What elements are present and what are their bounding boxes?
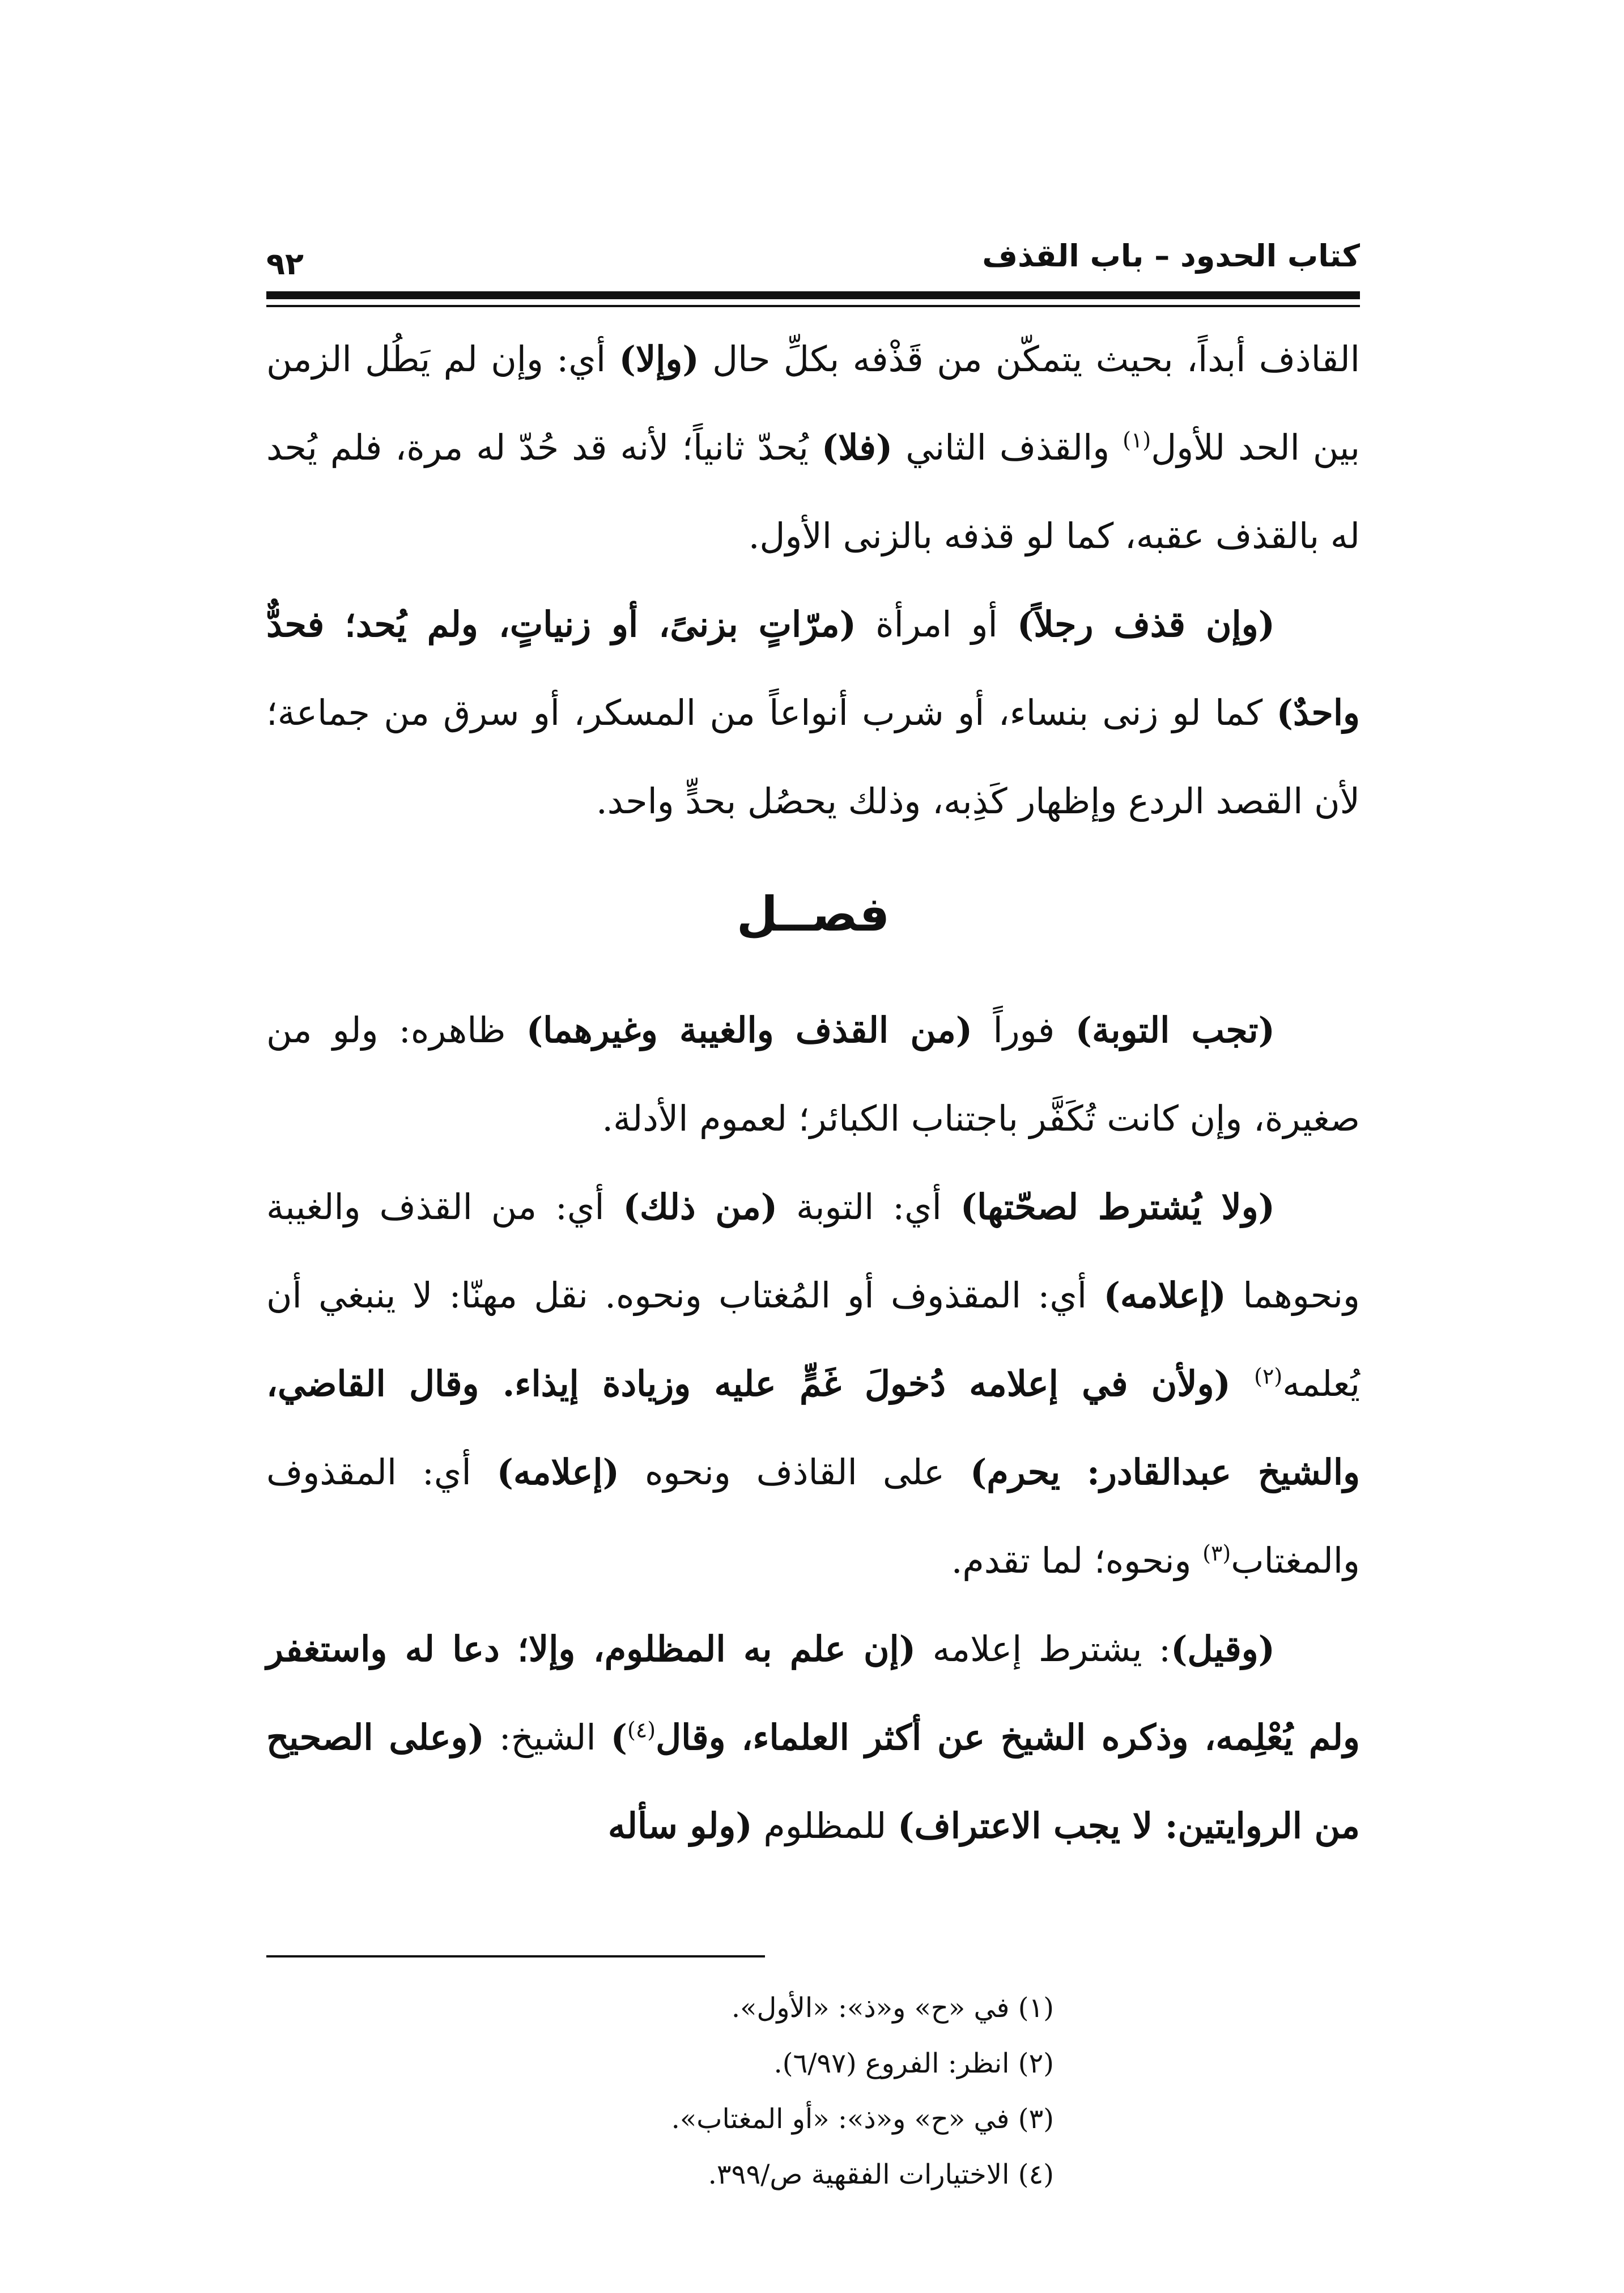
section-heading: فصــل (736, 886, 890, 942)
running-title: كتاب الحدود – باب القذف (982, 238, 1360, 274)
paragraph-3: (تجب التوبة) فوراً (من القذف والغيبة وغيرهما) ظاهره: ولو من صغيرة، وإن كانت تُكَفَّر باجتناب الكبائر؛ لعموم الأدلة. (266, 1009, 1360, 1139)
footnote-separator (266, 1955, 765, 1957)
footnote-4: (٤) الاختيارات الفقهية ص/٣٩٩. (708, 2159, 1054, 2190)
page-number: ٩٢ (266, 246, 304, 282)
footnote-ref-3[interactable]: (٣) (1202, 1540, 1231, 1566)
paragraph-4: (ولا يُشترط لصحّتها) أي: التوبة (من ذلك) أي: من القذف والغيبة ونحوهما (إعلامه) أي: المقذوف أو المُغتاب ونحوه. نقل مهنّا: لا ينبغي أن يُعلمه$^{(٢)}$ (ولأن في إعلامه دُخولَ غَمٍّ عليه وزيادة إيذاء. وقال القاضي، والشيخ عبدالقادر: يحرم) على القاذف ونحوه (إعلامه) أي: المقذوف والمغتاب$^{(٣)}$ ونحوه؛ لما تقدم. (266, 1186, 1361, 1581)
footnote-ref-4[interactable]: (٤) (627, 1717, 656, 1743)
header-rule-thick (266, 291, 1360, 299)
footnote-ref-1[interactable]: (١) (1123, 427, 1151, 453)
footnote-ref-2[interactable]: (٢) (1254, 1364, 1283, 1389)
page-header (266, 227, 1360, 283)
footnotes (499, 1980, 1054, 2202)
footnote-2: (٢) انظر: الفروع (٦/٩٧). (773, 2048, 1054, 2079)
footnote-3: (٣) في «ح» و«ذ»: «أو المغتاب». (671, 2103, 1054, 2135)
header-rule-thin (266, 305, 1360, 307)
footnote-1: (١) في «ح» و«ذ»: «الأول». (731, 1992, 1054, 2024)
paragraph-1: القاذف أبداً، بحيث يتمكّن من قَذْفه بكلِّ حال (وإلا) أي: وإن لم يَطُل الزمن بين الحد للأول$^{(١)}$ والقذف الثاني (فلا) يُحدّ ثانياً؛ لأنه قد حُدّ له مرة، فلم يُحد له بالقذف عقبه، كما لو قذفه بالزنى الأول. (266, 338, 1361, 557)
paragraph-2: (وإن قذف رجلاً) أو امرأة (مرّاتٍ بزنىً، أو زنياتٍ، ولم يُحد؛ فحدٌّ واحدٌ) كما لو زنى بنساء، أو شرب أنواعاً من المسكر، أو سرق من جماعة؛ لأن القصد الردع وإظهار كَذِبه، وذلك يحصُل بحدٍّ واحد. (266, 604, 1360, 822)
document-page (266, 227, 1361, 2190)
paragraph-5: (وقيل): يشترط إعلامه (إن علم به المظلوم، وإلا؛ دعا له واستغفر ولم يُعْلِمه، وذكره الشيخ عن أكثر العلماء، وقال$^{(٤)}$) الشيخ: (وعلى الصحيح من الروايتين: لا يجب الاعتراف) للمظلوم (ولو سأله (266, 1628, 1360, 1846)
